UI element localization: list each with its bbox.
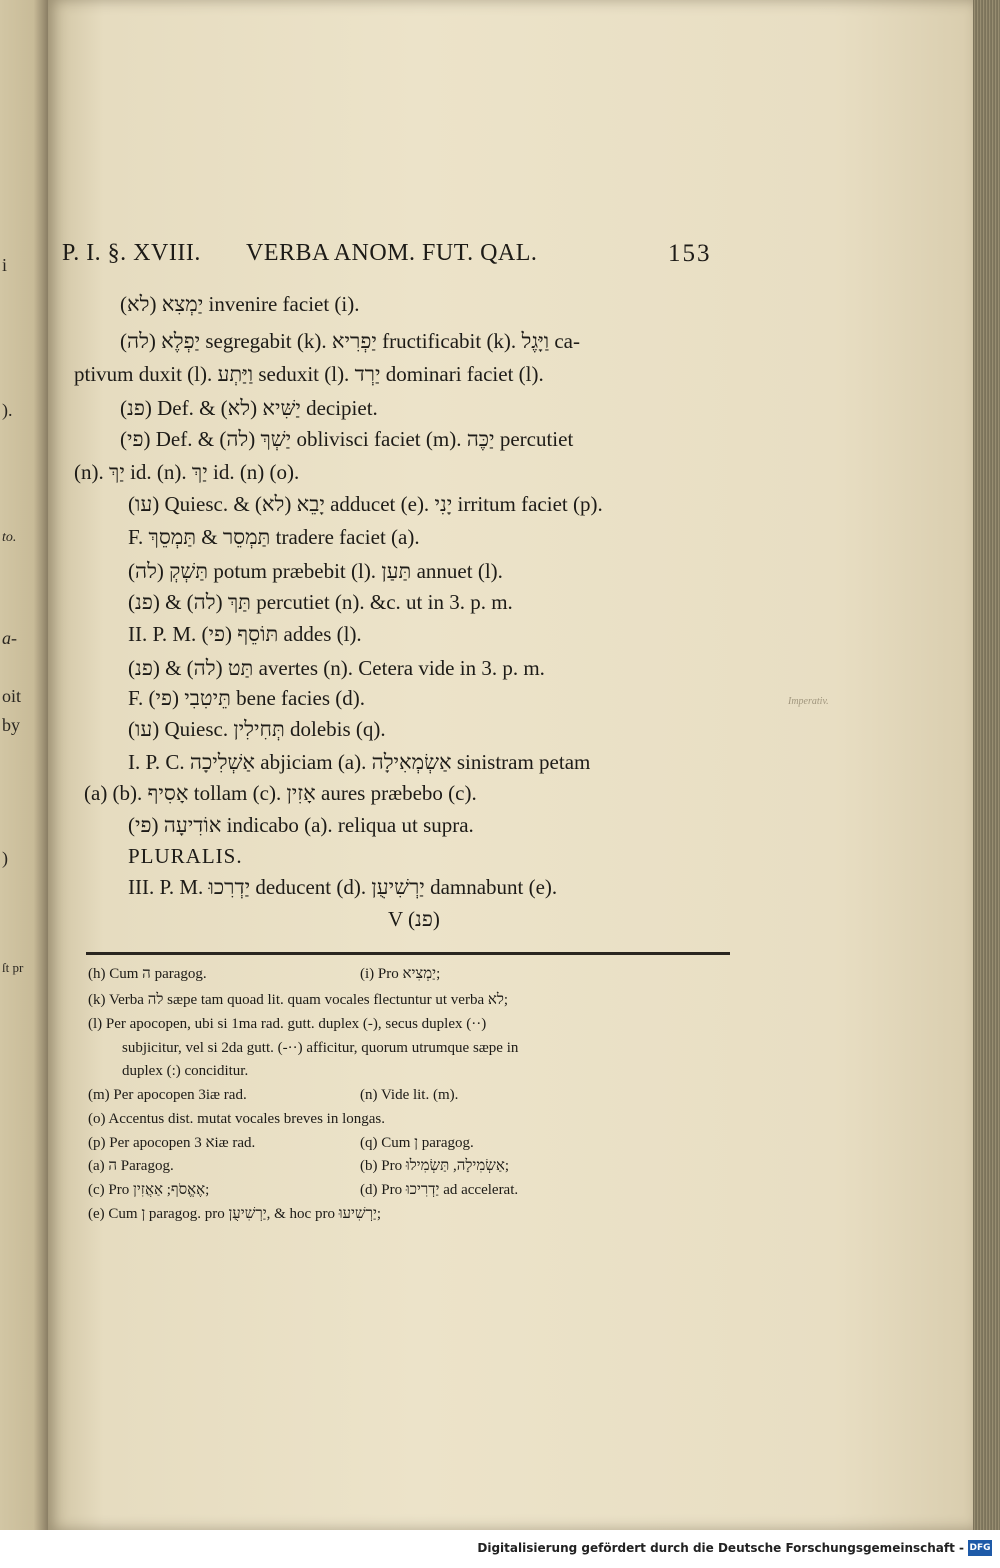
footnote: (a) ה Paragog. (88, 1158, 174, 1174)
text-line: (פנ) & (לה) תַּךְ percutiet (n). &c. ut in 3. p. m. (128, 590, 513, 614)
footnote: (d) Pro יַדְרִיכוּ ad accelerat. (360, 1182, 519, 1198)
book-page-edges (973, 0, 1000, 1530)
text-line: (לה) תַּשְׁקְ potum præbebit (l). תַּעַן annuet (l). (128, 559, 503, 583)
digitization-credit: Digitalisierung gefördert durch die Deutsche Forschungsgemeinschaft - (477, 1541, 964, 1555)
credit-bar (0, 1530, 1000, 1568)
footnote-continuation: duplex (:) conciditur. (122, 1063, 249, 1079)
footnote: (b) Pro אַשְׂמִילָה, תַּשְׂמִילוּ; (360, 1158, 510, 1174)
dfg-logo: DFG (968, 1540, 992, 1556)
prev-page-fragment: by (2, 715, 20, 735)
text-line: (a) (b). אָסִיף tollam (c). אָזִין aures præbebo (c). (84, 781, 477, 805)
footnote: (c) Pro אֶאֱסֹף; אַאֲזִין; (88, 1182, 210, 1198)
text-line: (עו) Quiesc. תְּחִילִין dolebis (q). (128, 717, 386, 741)
text-line: II. P. M. (פי) תּוֹסֵף addes (l). (128, 622, 362, 646)
text-line: (פי) Def. & (לה) יַשְׁךְ oblivisci faciet (m). יַכֶּה percutiet (120, 427, 574, 451)
header-section: P. I. §. XVIII. (62, 240, 201, 266)
text-line: (לה) יַפְלֶא segregabit (k). יַפְרִיא fructificabit (k). וַיָּגֶל ca- (120, 329, 580, 353)
footnote: (l) Per apocopen, ubi si 1ma rad. gutt. duplex (-), secus duplex (··) (88, 1016, 487, 1032)
section-heading: PLURALIS. (128, 844, 243, 868)
prev-page-fragment: to. (2, 530, 17, 545)
text-line: (n). יַךְ id. (n). יַךְ id. (n) (o). (74, 460, 300, 484)
text-line: (פנ) Def. & (לא) יַשִּׁיא decipiet. (120, 396, 378, 420)
footnote: (p) Per apocopen א 3iæ rad. (88, 1135, 256, 1151)
text-line: ptivum duxit (l). וַיַּתְע seduxit (l). יַרְד dominari faciet (l). (74, 362, 544, 386)
text-line: III. P. M. יַדְרִכוּ deducent (d). יַרְשִׁיעֻן damnabunt (e). (128, 875, 558, 899)
previous-page-edge (0, 0, 48, 1530)
footnote: (e) Cum ן paragog. pro יַרְשִׁיעֻן, & hoc pro יַרְשִׁיעוּ; (88, 1206, 382, 1222)
footnote: (o) Accentus dist. mutat vocales breves in longas. (88, 1111, 386, 1127)
header-title: VERBA ANOM. FUT. QAL. (246, 240, 538, 266)
text-line: (פנ) & (לה) תַּט avertes (n). Cetera vide in 3. p. m. (128, 656, 545, 680)
running-header (62, 240, 762, 274)
book-page (48, 0, 973, 1530)
text-line: (לא) יַמְצִא invenire faciet (i). (120, 292, 360, 316)
prev-page-fragment: a- (2, 628, 17, 648)
footnote: (n) Vide lit. (m). (360, 1087, 459, 1103)
footnote: (i) Pro יַמְצִיא; (360, 966, 441, 982)
prev-page-fragment: i (2, 255, 8, 275)
footnote: (q) Cum ן paragog. (360, 1135, 474, 1151)
prev-page-fragment: ). (2, 400, 13, 420)
footnote: (h) Cum ה paragog. (88, 966, 207, 982)
text-line: F. תַּמְסֵר & תַּמְסֵךְ tradere faciet (a). (128, 525, 420, 549)
footnote-rule (86, 952, 730, 955)
text-line: (עו) Quiesc. & (לא) יָבֵא adducet (e). יָנִי irritum faciet (p). (128, 492, 603, 516)
text-line: V (פנ) (388, 907, 440, 931)
text-line: F. (פי) תֵּיטִבִי bene facies (d). (128, 686, 365, 710)
footnote: (k) Verba לה sæpe tam quoad lit. quam vocales flectuntur ut verba לא; (88, 992, 509, 1008)
text-line: I. P. C. אַשְׁלִיכָה abjiciam (a). אַשְׂמְאִילָה sinistram petam (128, 750, 591, 774)
margin-note: Imperativ. (788, 696, 829, 707)
prev-page-fragment: ) (2, 848, 8, 868)
prev-page-fragment: ſt pr (2, 960, 24, 975)
prev-page-fragment: oit (2, 686, 22, 706)
text-line: (פי) אוֹדִיעָה indicabo (a). reliqua ut supra. (128, 813, 474, 837)
footnote: (m) Per apocopen 3iæ rad. (88, 1087, 247, 1103)
footnote-continuation: subjicitur, vel si 2da gutt. (-··) afficitur, quorum utrumque sæpe in (122, 1040, 519, 1056)
page-number: 153 (668, 240, 712, 267)
